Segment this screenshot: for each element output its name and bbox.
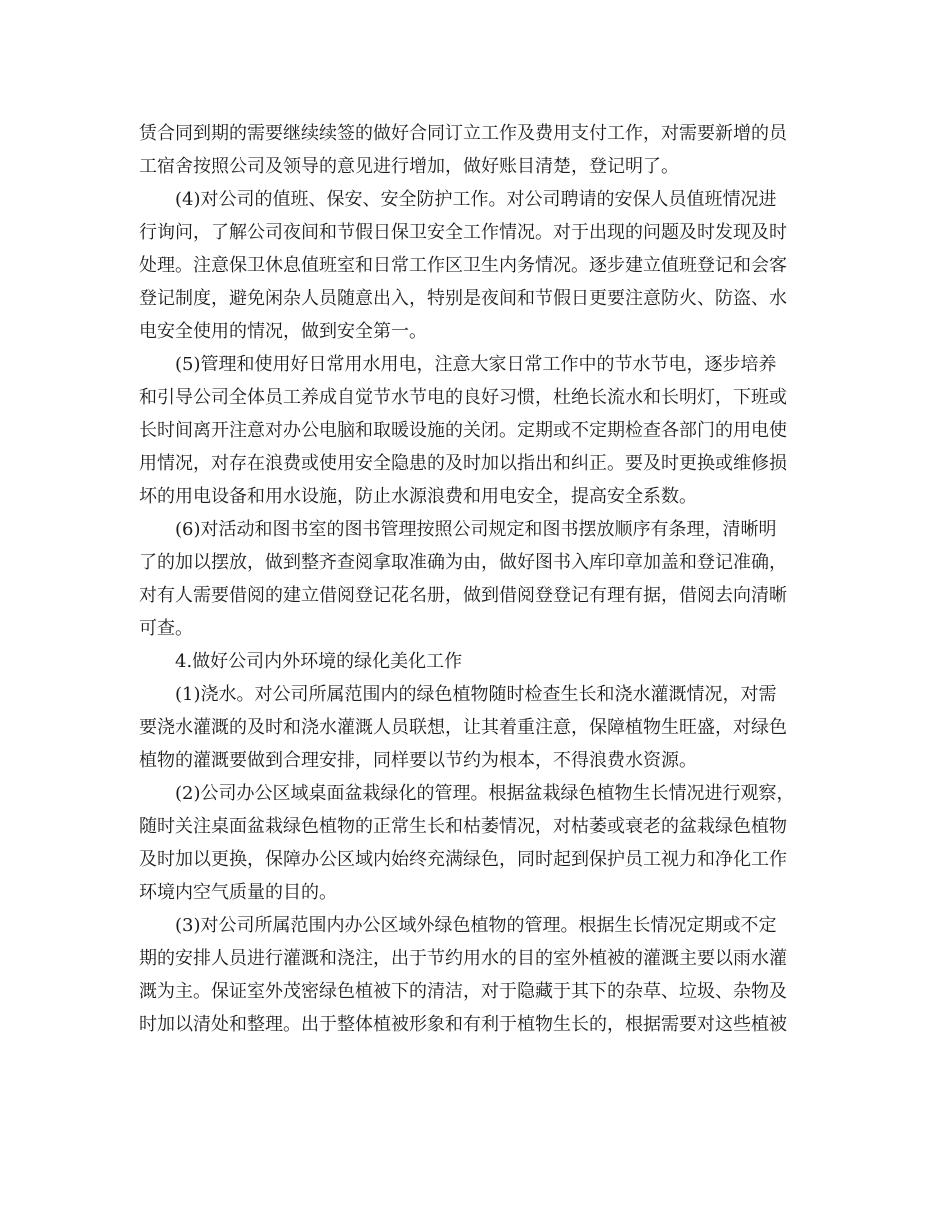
text-line: (2)公司办公区域桌面盆栽绿化的管理。根据盆栽绿色植物生长情况进行观察， — [175, 783, 795, 804]
paragraph-green-3 — [139, 909, 819, 1041]
document-body — [139, 117, 819, 1041]
text-line: 及时加以更换，保障办公区域内始终充满绿色，同时起到保护员工视力和净化工作 — [139, 849, 787, 870]
text-line: (6)对活动和图书室的图书管理按照公司规定和图书摆放顺序有条理，清晰明 — [175, 519, 777, 540]
paragraph-continuation — [139, 117, 819, 183]
text-line: 和引导公司全体员工养成自觉节水节电的良好习惯，杜绝长流水和长明灯，下班或 — [139, 387, 787, 408]
text-line: 长时间离开注意对办公电脑和取暖设施的关闭。定期或不定期检查各部门的用电使 — [139, 420, 787, 441]
paragraph-item-6 — [139, 513, 819, 645]
text-line: 随时关注桌面盆栽绿色植物的正常生长和枯萎情况，对枯萎或衰老的盆栽绿色植物 — [139, 816, 787, 837]
text-line: 时加以清处和整理。出于整体植被形象和有利于植物生长的，根据需要对这些植被 — [139, 1014, 787, 1035]
text-line: (1)浇水。对公司所属范围内的绿色植物随时检查生长和浇水灌溉情况，对需 — [175, 684, 777, 705]
text-line: 4.做好公司内外环境的绿化美化工作 — [175, 651, 463, 672]
text-line: 溉为主。保证室外茂密绿色植被下的清洁，对于隐藏于其下的杂草、垃圾、杂物及 — [139, 981, 787, 1002]
text-line: 可查。 — [139, 618, 193, 639]
paragraph-heading-4 — [139, 645, 819, 678]
text-line: 行询问，了解公司夜间和节假日保卫安全工作情况。对于出现的问题及时发现及时 — [139, 222, 787, 243]
text-line: 工宿舍按照公司及领导的意见进行增加，做好账目清楚，登记明了。 — [139, 156, 679, 177]
paragraph-green-1 — [139, 678, 819, 777]
text-line: 对有人需要借阅的建立借阅登记花名册，做到借阅登登记有理有据，借阅去向清晰 — [139, 585, 787, 606]
text-line: 要浇水灌溉的及时和浇水灌溉人员联想，让其着重注意，保障植物生旺盛，对绿色 — [139, 717, 787, 738]
text-line: 用情况，对存在浪费或使用安全隐患的及时加以指出和纠正。要及时更换或维修损 — [139, 453, 787, 474]
text-line: 电安全使用的情况，做到安全第一。 — [139, 321, 427, 342]
text-line: 赁合同到期的需要继续续签的做好合同订立工作及费用支付工作，对需要新增的员 — [139, 123, 787, 144]
text-line: 登记制度，避免闲杂人员随意出入，特别是夜间和节假日更要注意防火、防盗、水 — [139, 288, 787, 309]
text-line: 了的加以摆放，做到整齐查阅拿取准确为由，做好图书入库印章加盖和登记准确， — [139, 552, 787, 573]
text-line: (5)管理和使用好日常用水用电，注意大家日常工作中的节水节电，逐步培养 — [175, 354, 777, 375]
paragraph-item-5 — [139, 348, 819, 513]
paragraph-green-2 — [139, 777, 819, 909]
text-line: 坏的用电设备和用水设施，防止水源浪费和用电安全，提高安全系数。 — [139, 486, 697, 507]
text-line: (4)对公司的值班、保安、安全防护工作。对公司聘请的安保人员值班情况进 — [175, 189, 777, 210]
text-line: 期的安排人员进行灌溉和浇注，出于节约用水的目的室外植被的灌溉主要以雨水灌 — [139, 948, 787, 969]
text-line: 环境内空气质量的目的。 — [139, 882, 337, 903]
text-line: 植物的灌溉要做到合理安排，同样要以节约为根本，不得浪费水资源。 — [139, 750, 697, 771]
paragraph-item-4 — [139, 183, 819, 348]
text-line: (3)对公司所属范围内办公区域外绿色植物的管理。根据生长情况定期或不定 — [175, 915, 777, 936]
text-line: 处理。注意保卫休息值班室和日常工作区卫生内务情况。逐步建立值班登记和会客 — [139, 255, 787, 276]
